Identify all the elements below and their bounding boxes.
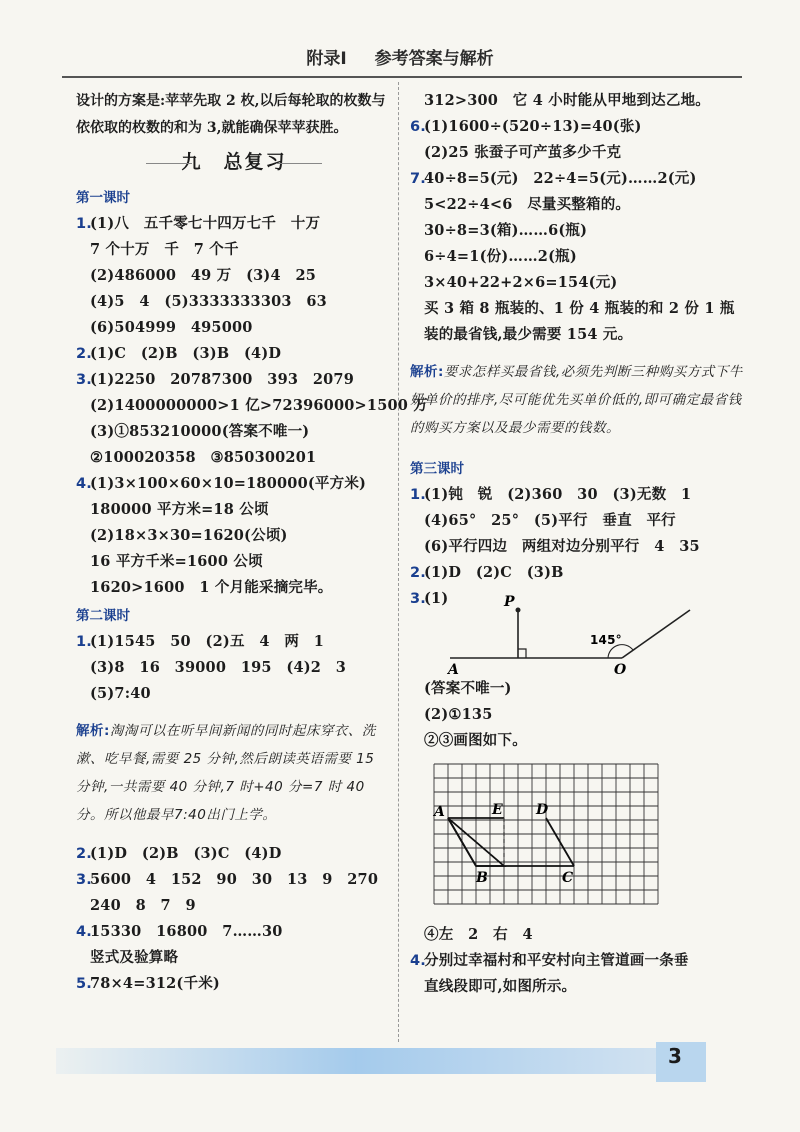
label-e: E — [492, 802, 503, 818]
answer-text: ②100020358 ③850300201 — [90, 449, 317, 466]
answer-line — [76, 629, 392, 655]
answer-text: 16 平方千米=1600 公顷 — [90, 553, 263, 570]
label-a: A — [448, 662, 460, 678]
analysis-note-left — [76, 717, 392, 829]
answer-line — [76, 419, 392, 445]
question-number: 1. — [76, 634, 92, 650]
ray-from-o — [622, 610, 690, 658]
question-number: 3. — [76, 372, 92, 388]
answer-line — [76, 575, 392, 601]
answer-line — [410, 270, 750, 296]
angle-label: 145° — [590, 633, 622, 647]
label-c: C — [562, 870, 574, 886]
right-column — [410, 88, 750, 1000]
answer-text: 5<22÷4<6 尽量买整箱的。 — [424, 196, 631, 213]
grid-figure — [424, 756, 664, 918]
answer-line — [76, 237, 392, 263]
q3-part-label: (1) — [424, 590, 449, 607]
right-answers-a — [410, 88, 750, 348]
answer-line — [76, 841, 392, 867]
header-title: 参考答案与解析 — [374, 49, 494, 69]
question-number: 2. — [410, 565, 426, 581]
answer-text: (2)18×3×30=1620(公顷) — [90, 527, 288, 544]
answer-text: 分别过幸福村和平安村向主管道画一条垂 — [424, 952, 689, 969]
header-rule — [62, 76, 742, 78]
question-number: 2. — [76, 346, 92, 362]
answer-line — [76, 971, 392, 997]
appendix-label: 附录Ⅰ — [306, 49, 347, 69]
answer-text: (1)八 五千零七十四万七千 十万 — [90, 215, 321, 232]
question-number: 4. — [76, 476, 92, 492]
answer-text: 买 3 箱 8 瓶装的、1 份 4 瓶装的和 2 份 1 瓶 — [424, 300, 735, 317]
answer-text: 竖式及验算略 — [90, 949, 179, 966]
question-number: 3. — [410, 591, 426, 607]
answer-text: 40÷8=5(元) 22÷4=5(元)……2(元) — [424, 170, 697, 187]
answer-line — [76, 919, 392, 945]
column-divider — [398, 82, 399, 1042]
answer-text: 装的最省钱,最少需要 154 元。 — [424, 326, 633, 343]
answer-line — [410, 114, 750, 140]
answer-line — [410, 192, 750, 218]
answer-line — [76, 945, 392, 971]
answer-line — [76, 497, 392, 523]
lesson-3-title: 第三课时 — [410, 461, 464, 477]
answer-text: (1)1545 50 (2)五 4 两 1 — [90, 633, 325, 650]
answer-text: 7 个十万 千 7 个千 — [90, 241, 239, 258]
answer-text: (2)①135 — [424, 706, 493, 723]
answer-text: (答案不唯一) — [424, 680, 512, 697]
answer-text: (2)25 张蚕子可产茧多少千克 — [424, 144, 622, 161]
footer-band — [56, 1048, 656, 1074]
answer-line — [76, 289, 392, 315]
answer-text: 6÷4=1(份)……2(瓶) — [424, 248, 577, 265]
lesson-2-title: 第二课时 — [76, 608, 130, 624]
answer-line — [76, 893, 392, 919]
question-number: 6. — [410, 119, 426, 135]
answer-text: (1)1600÷(520÷13)=40(张) — [424, 118, 642, 135]
left-column — [76, 88, 429, 997]
answer-line — [76, 681, 392, 707]
lesson-3-answers-b — [410, 676, 750, 754]
question-number: 5. — [76, 976, 92, 992]
answer-line — [76, 341, 392, 367]
label-o: O — [614, 662, 627, 678]
question-number: 1. — [76, 216, 92, 232]
question-number: 7. — [410, 171, 426, 187]
answer-line — [76, 367, 392, 393]
answer-line — [76, 263, 392, 289]
answer-line — [410, 702, 750, 728]
answer-line — [76, 393, 429, 419]
answer-text: ④左 2 右 4 — [424, 926, 533, 943]
chapter-title: 九 总复习 — [76, 141, 392, 183]
answer-text: (2)486000 49 万 (3)4 25 — [90, 267, 317, 284]
answer-line — [410, 166, 750, 192]
answer-line — [410, 244, 750, 270]
question-number: 1. — [410, 487, 426, 503]
right-angle-mark — [518, 649, 526, 658]
answer-text: (6)平行四边 两组对边分别平行 4 35 — [424, 538, 700, 555]
answer-line — [410, 974, 750, 1000]
lesson-3-answers-c — [410, 922, 750, 1000]
answer-text: (1)3×100×60×10=180000(平方米) — [90, 475, 367, 492]
answer-line — [76, 867, 392, 893]
analysis-label: 解析: — [410, 364, 444, 380]
analysis-text: 要求怎样买最省钱,必须先判断三种购买方式下牛奶单价的排序,尽可能优先买单价低的,即可确定最省钱的购买方案以及最少需要的钱数。 — [410, 364, 743, 436]
answer-text: 312>300 它 4 小时能从甲地到达乙地。 — [424, 92, 710, 109]
label-p: P — [504, 594, 515, 610]
answer-text: (5)7:40 — [90, 685, 151, 702]
analysis-note-right — [410, 358, 750, 442]
label-b: B — [476, 870, 488, 886]
lesson-1-title: 第一课时 — [76, 190, 130, 206]
answer-text: (4)5 4 (5)3333333303 63 — [90, 293, 327, 310]
answer-text: (1)钝 锐 (2)360 30 (3)无数 1 — [424, 486, 692, 503]
intro-paragraph: 设计的方案是:苹苹先取 2 枚,以后每轮取的枚数与依依取的枚数的和为 3,就能确保苹苹获胜。 — [76, 93, 386, 136]
answer-line — [410, 728, 750, 754]
answer-text: ②③画图如下。 — [424, 732, 527, 749]
lesson-2-answers-b — [76, 841, 392, 997]
answer-line — [76, 211, 392, 237]
question-number: 4. — [76, 924, 92, 940]
answer-line — [76, 315, 392, 341]
answer-text: (1)D (2)C (3)B — [424, 564, 564, 581]
answer-text: (6)504999 495000 — [90, 319, 253, 336]
answer-text: (3)8 16 39000 195 (4)2 3 — [90, 659, 347, 676]
answer-line — [410, 140, 750, 166]
answer-text: 3×40+22+2×6=154(元) — [424, 274, 618, 291]
answer-line — [410, 560, 750, 586]
page-number: 3 — [668, 1044, 682, 1068]
answer-text: (1)C (2)B (3)B (4)D — [90, 345, 282, 362]
lesson-3-answers — [410, 482, 750, 586]
label-a: A — [434, 804, 445, 820]
answer-text: 78×4=312(千米) — [90, 975, 220, 992]
answer-line — [410, 88, 750, 114]
question-number: 2. — [76, 846, 92, 862]
answer-line — [76, 655, 392, 681]
answer-text: 5600 4 152 90 30 13 9 270 — [90, 871, 379, 888]
lesson-2-answers-a — [76, 629, 392, 707]
answer-text: 15330 16800 7……30 — [90, 923, 283, 940]
answer-line — [410, 508, 750, 534]
answer-line — [410, 676, 750, 702]
answer-line — [410, 534, 750, 560]
answer-text: (1)D (2)B (3)C (4)D — [90, 845, 282, 862]
answer-text: (3)①853210000(答案不唯一) — [90, 423, 310, 440]
answer-line — [76, 549, 392, 575]
page-header — [0, 44, 800, 69]
answer-line — [410, 922, 750, 948]
answer-line — [410, 482, 750, 508]
answer-text: (1)2250 20787300 393 2079 — [90, 371, 355, 388]
analysis-text: 淘淘可以在听早间新闻的同时起床穿衣、洗漱、吃早餐,需要 25 分钟,然后朗读英语需要 15 分钟,一共需要 40 分钟,7 时+40 分=7 时 40 分。所以他最早7:40出门上学。 — [76, 723, 376, 823]
angle-figure — [410, 588, 710, 678]
answer-line — [410, 218, 750, 244]
answer-line — [76, 523, 392, 549]
label-d: D — [536, 802, 549, 818]
answer-line — [410, 296, 750, 322]
question-number: 4. — [410, 953, 426, 969]
answer-line — [76, 445, 392, 471]
answer-text: (4)65° 25° (5)平行 垂直 平行 — [424, 512, 676, 529]
answer-line — [410, 948, 750, 974]
answer-text: 240 8 7 9 — [90, 897, 196, 914]
question-number: 3. — [76, 872, 92, 888]
answer-line — [410, 322, 750, 348]
answer-text: 180000 平方米=18 公顷 — [90, 501, 269, 518]
analysis-label: 解析: — [76, 723, 110, 739]
q3-figure-row — [410, 586, 750, 676]
answer-text: (2)1400000000>1 亿>72396000>1500 万 — [90, 397, 429, 414]
answer-text: 直线段即可,如图所示。 — [424, 978, 577, 995]
answer-line — [76, 471, 392, 497]
point-p — [516, 608, 521, 613]
answer-text: 30÷8=3(箱)……6(瓶) — [424, 222, 588, 239]
answer-text: 1620>1600 1 个月能采摘完毕。 — [90, 579, 333, 596]
